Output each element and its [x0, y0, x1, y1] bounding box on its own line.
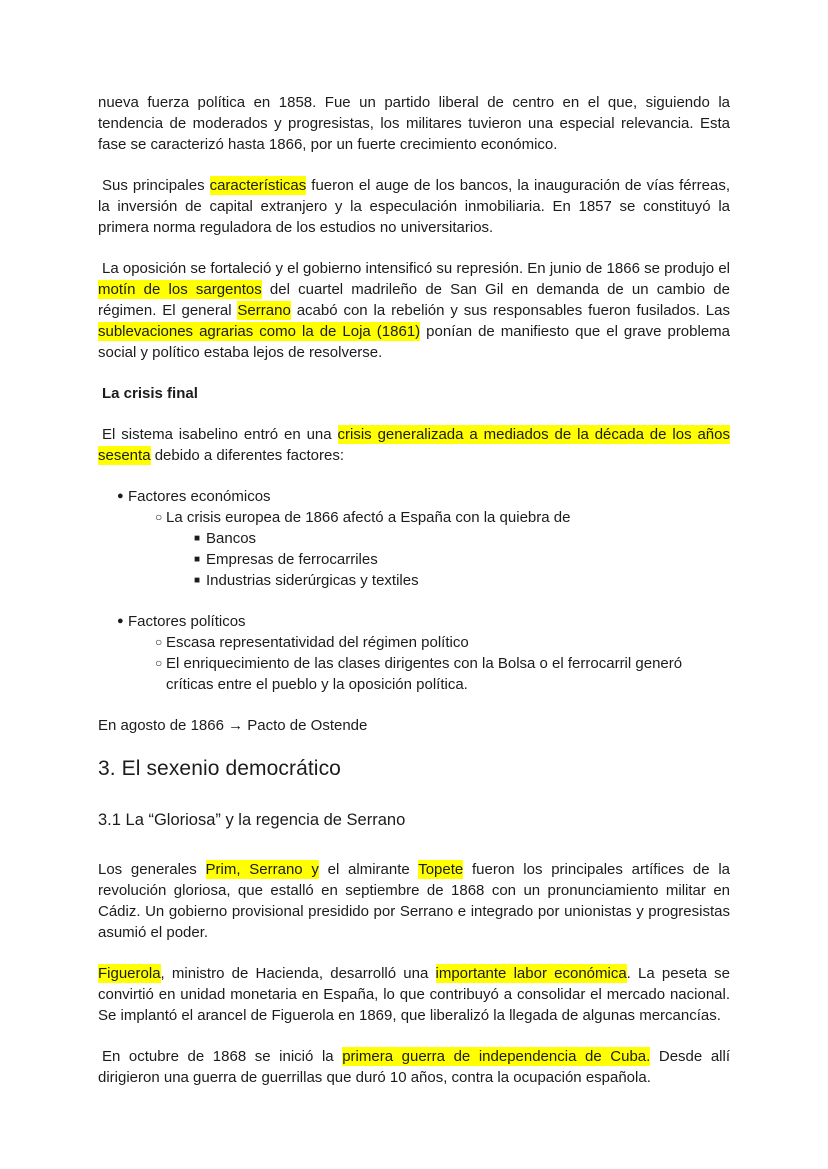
paragraph	[98, 424, 730, 466]
text-run: La oposición se fortaleció y el gobierno intensificó su represión. En junio de 1866 se produjo el	[102, 260, 730, 277]
subsection-heading	[98, 810, 730, 831]
highlighted-text: crisis generalizada a mediados de la década de los años sesenta	[98, 426, 730, 464]
text-run: , ministro de Hacienda, desarrolló una	[160, 965, 436, 982]
paragraph	[98, 92, 730, 155]
paragraph	[98, 859, 730, 943]
list-item-text: Industrias siderúrgicas y textiles	[206, 572, 419, 589]
list-item-text: Factores económicos	[128, 488, 271, 505]
list-item	[98, 528, 730, 549]
text-run: En agosto de 1866 → Pacto de Ostende	[98, 717, 368, 734]
list-item-text: El enriquecimiento de las clases dirigentes con la Bolsa o el ferrocarril generó críticas entre el pueblo y la oposición política.	[166, 655, 683, 693]
paragraph	[98, 963, 730, 1026]
bullet-filled-square-icon: ■	[194, 533, 201, 544]
paragraph	[98, 1046, 730, 1088]
list-item-text: Factores políticos	[128, 613, 246, 630]
paragraph	[98, 715, 730, 736]
text-run: acabó con la rebelión y sus responsables fueron fusilados. Las	[290, 302, 730, 319]
highlighted-text: importante labor económica	[435, 965, 627, 982]
list-item	[98, 570, 730, 591]
list-item-text: La crisis europea de 1866 afectó a España con la quiebra de	[166, 509, 571, 526]
paragraph	[98, 175, 730, 238]
text-run: Desde allí dirigieron una guerra de guerrillas que duró 10 años, contra la ocupación española.	[98, 1048, 730, 1086]
text-run: 3.1 La “Gloriosa” y la regencia de Serrano	[98, 811, 406, 829]
highlighted-text: sublevaciones agrarias como la de Loja (1861)	[98, 323, 421, 340]
list-item	[98, 653, 730, 695]
highlighted-text: Topete	[418, 861, 464, 878]
highlighted-text: Prim, Serrano y	[205, 861, 319, 878]
text-run: nueva fuerza política en 1858. Fue un partido liberal de centro en el que, siguiendo la tendencia de moderados y progresistas, los militares tuvieron una especial relevancia. Esta fase se caracterizó hasta 1866, por un fuerte crecimiento económico.	[98, 94, 730, 153]
highlighted-text: Serrano	[237, 302, 291, 319]
text-run: fueron el auge de los bancos, la inauguración de vías férreas, la inversión de capital extranjero y la especulación inmobiliaria. En 1857 se constituyó la primera norma reguladora de los estudios no universitarios.	[98, 177, 730, 236]
text-run: fueron los principales artífices de la revolución gloriosa, que estalló en septiembre de 1868 con un pronunciamiento militar en Cádiz. Un gobierno provisional presidido por Serrano e integrado por unionistas y progresistas asumió el poder.	[98, 861, 730, 941]
text-run: del cuartel madrileño de San Gil en demanda de un cambio de régimen. El general	[98, 281, 730, 319]
bullet-list	[98, 486, 730, 591]
text-run: En octubre de 1868 se inició la	[102, 1048, 343, 1065]
highlighted-text: primera guerra de independencia de Cuba.	[342, 1048, 651, 1065]
section-heading	[98, 756, 730, 782]
text-run: debido a diferentes factores:	[150, 447, 345, 464]
text-run: ponían de manifiesto que el grave problema social y político estaba lejos de resolverse.	[98, 323, 731, 361]
list-item	[98, 611, 730, 632]
bullet-filled-square-icon: ■	[194, 575, 201, 586]
bullet-hollow-circle-icon: ○	[155, 635, 163, 649]
text-run: La crisis final	[102, 385, 198, 402]
bullet-filled-circle-icon: ●	[117, 615, 124, 627]
text-run: . La peseta se convirtió en unidad monetaria en España, lo que contribuyó a consolidar el mercado nacional. Se implantó el arancel de Figuerola en 1869, que liberalizó la llegada de algunas mercancías.	[98, 965, 730, 1024]
text-run: El sistema isabelino entró en una	[102, 426, 338, 443]
list-item	[98, 486, 730, 507]
bullet-hollow-circle-icon: ○	[155, 510, 163, 524]
paragraph	[98, 258, 730, 363]
highlighted-text: Figuerola	[98, 965, 161, 982]
highlighted-text: características	[209, 177, 307, 194]
highlighted-text: motín de los sargentos	[98, 281, 262, 298]
bullet-filled-circle-icon: ●	[117, 490, 124, 502]
bullet-filled-square-icon: ■	[194, 554, 201, 565]
list-item	[98, 549, 730, 570]
list-item-text: Bancos	[206, 530, 257, 547]
document-body	[98, 92, 730, 1088]
list-item	[98, 632, 730, 653]
bullet-list	[98, 611, 730, 695]
list-item	[98, 507, 730, 528]
list-item-text: Empresas de ferrocarriles	[206, 551, 378, 568]
bullet-hollow-circle-icon: ○	[155, 656, 163, 670]
text-run: 3. El sexenio democrático	[98, 757, 341, 780]
bold-heading	[98, 383, 730, 404]
text-run: el almirante	[318, 861, 419, 878]
text-run: Sus principales	[102, 177, 210, 194]
text-run: Los generales	[98, 861, 206, 878]
list-item-text: Escasa representatividad del régimen político	[166, 634, 469, 651]
